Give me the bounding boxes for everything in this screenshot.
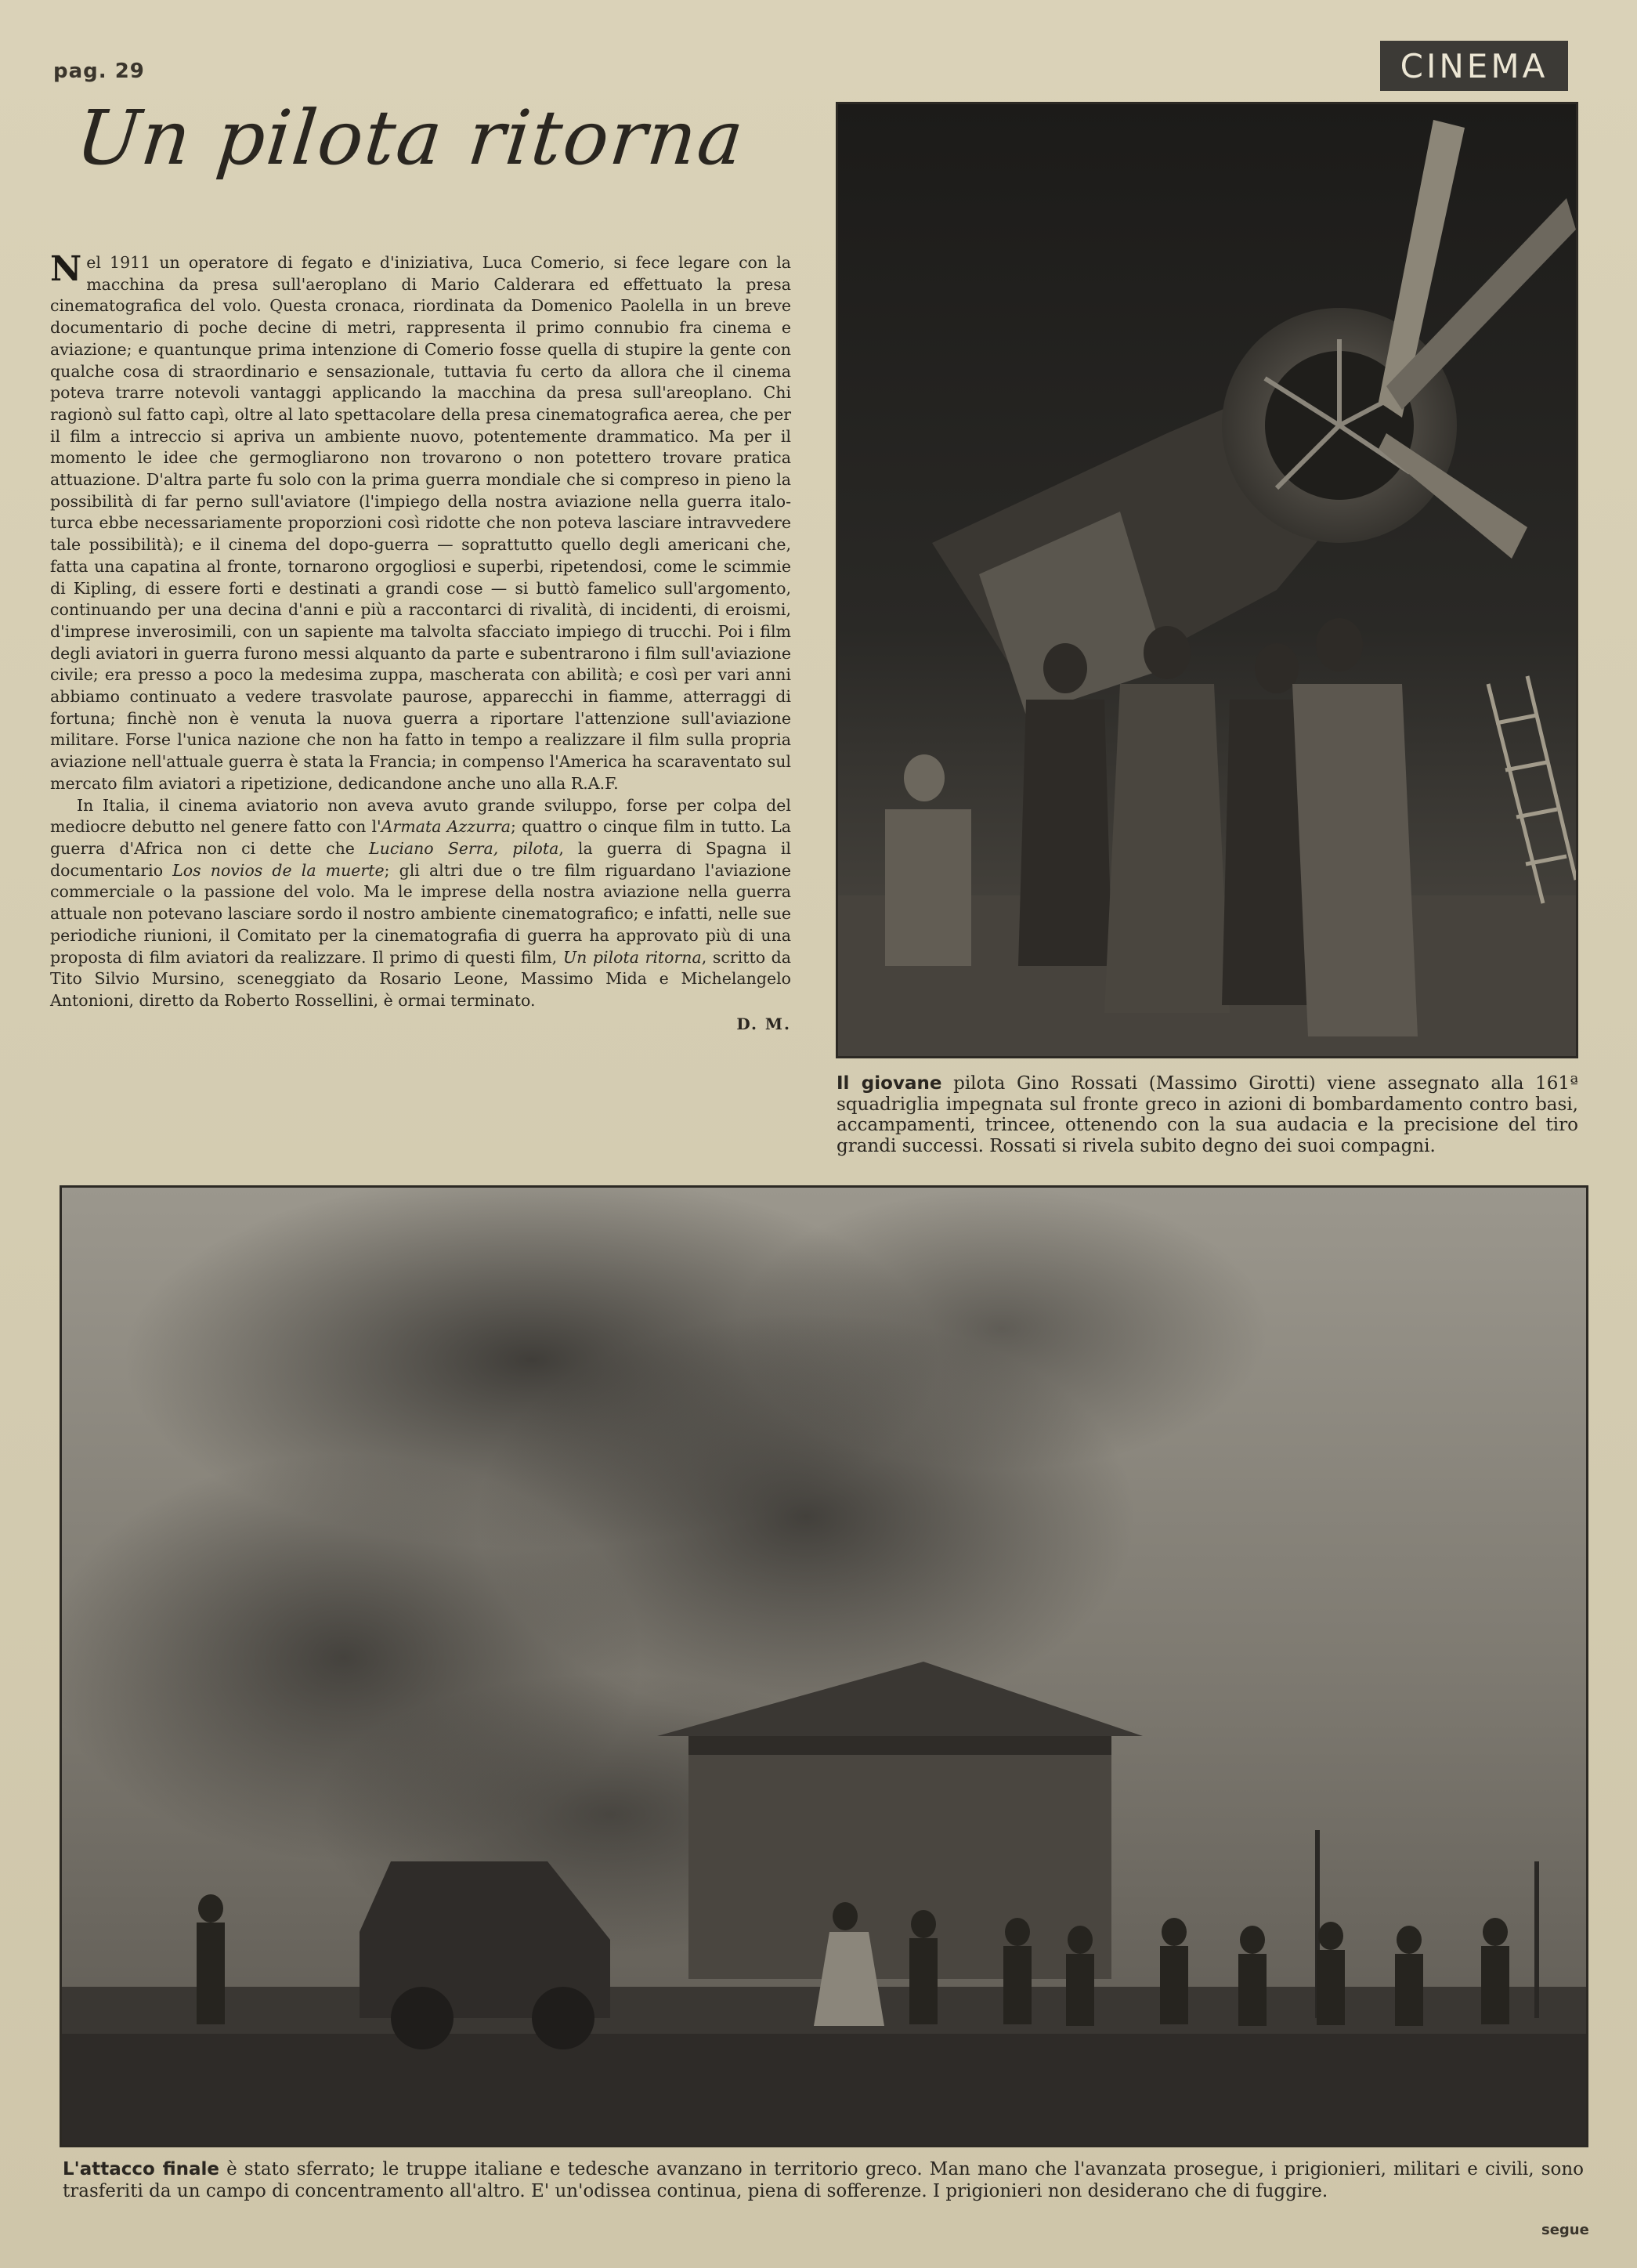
photo-caption-bottom [63, 2158, 1584, 2202]
continued-marker: segue [1541, 2222, 1589, 2238]
article-body [50, 249, 792, 1035]
photo-hut-prisoners-image [62, 1188, 1586, 2145]
paragraph-text: el 1911 un operatore di fegato e d'iniziativa, Luca Comerio, si fece legare con la macchina da presa sull'aeroplano di Mario Calderara ed effettuato la presa cinematografica del volo. Questa cronaca, riordinata da Domenico Paolella in un breve documentario di poche decine di metri, rappresenta il primo connubio fra cinema e aviazione; e quantunque prima intenzione di Comerio fosse quella di stupire la gente con qualche cosa di straordinario e sensazionale, tuttavia fu certo da allora che il cinema poteva trarre notevoli vantaggi applicando la macchina da presa sull'areoplano. Chi ragionò sul fatto capì, oltre al lato spettacolare della presa cinematografica aerea, che per il film a intreccio si apriva un ambiente nuovo, potentemente drammatico. Ma per il momento le idee che germogliarono non trovarono o non potettero trovare pratica attuazione. D'altra parte fu solo con la prima guerra mondiale che si compreso in pieno la possibilità di far perno sull'aviatore (l'impiego della nostra aviazione nella guerra italo-turca ebbe necessariamente proporzioni così ridotte che non poteva lasciare intravvedere tale possibilità); e il cinema del dopo-guerra — soprattutto quello degli americani che, fatta una capatina al fronte, tornarono orgogliosi e superbi, ripetendosi, come le scimmie di Kipling, di essere forti e destinati a grandi cose — si buttò famelico sull'argomento, continuando per una decina d'anni e più a raccontarci di rivalità, di incidenti, di eroismi, d'imprese inverosimili, con un sapiente ma talvolta sfacciato impiego di trucchi. Poi i film degli aviatori in guerra furono messi alquanto da parte e subentrarono i film sull'aviazione civile; era presso a poco la medesima zuppa, mascherata con abilità; e così per vari anni abbiamo continuato a vedere trasvolate paurose, apparecchi in fiamme, atterraggi di fortuna; finchè non è venuta la nuova guerra a riportare l'attenzione sull'aviazione militare. Forse l'unica nazione che non ha fatto in tempo a realizzare il film sulla propria aviazione nell'attuale guerra è stata la Francia; in compenso l'America ha scaraventato sul mercato film aviatori a ripetizione, dedicandone anche uno alla R.A.F. [50, 253, 791, 793]
page-number: pag. 29 [53, 60, 145, 83]
film-title: Armata Azzurra [381, 817, 511, 837]
paragraph-text: , scritto da Tito Silvio Mursino, sceneggiato da Rosario Leone, Massimo Mida e Michelangelo Antonioni, diretto da Roberto Rossellini, è ormai terminato. [50, 947, 792, 1010]
paragraph-text: In Italia, il cinema aviatorio non aveva avuto grande sviluppo, forse per colpa del mediocre debutto nel genere fatto con l' [50, 795, 791, 837]
photo-caption-top [837, 1073, 1578, 1156]
article-paragraph [50, 795, 791, 1012]
paragraph-text: ; quattro o cinque film in tutto. La guerra d'Africa non ci dette che [50, 817, 791, 858]
caption-lead: L'attacco finale [63, 2159, 220, 2179]
drop-cap: N [50, 249, 82, 289]
caption-text: è stato sferrato; le truppe italiane e tedesche avanzano in territorio greco. Man mano che l'avanzata prosegue, i prigionieri, militari e civili, sono trasferiti da un campo di concentramento all'altro. E' un'odissea continua, piena di sofferenze. I prigionieri non desiderano che di fuggire. [63, 2159, 1585, 2201]
film-title: Los novios de la muerte [172, 860, 385, 880]
article-title: Un pilota ritorna [72, 94, 750, 182]
film-title: Luciano Serra, pilota [369, 838, 559, 858]
section-tag: CINEMA [1380, 41, 1568, 91]
paragraph-text: ; gli altri due o tre film riguardano l'aviazione commerciale o la passione del volo. Ma le imprese della nostra aviazione nella guerra attuale non potevano lasciare sordo il nostro ambiente cinematografico; e infatti, nelle sue periodiche riunioni, il Comitato per la cinematografia di guerra ha approvato più di una proposta di film aviatori da realizzare. Il primo di questi film, [50, 860, 791, 967]
paragraph-text: , la guerra di Spagna il documentario [50, 838, 791, 880]
caption-text: pilota Gino Rossati (Massimo Girotti) viene assegnato alla 161ª squadriglia impegnata sul fronte greco in azioni di bombardamento contro basi, accampamenti, trincee, ottenendo con la sua audacia e la precisione del tiro grandi successi. Rossati si rivela subito degno dei suoi compagni. [837, 1073, 1578, 1156]
photo-hut-prisoners [60, 1185, 1588, 2147]
caption-lead: Il giovane [837, 1073, 942, 1094]
photo-airmen-engine [836, 102, 1578, 1058]
photo-airmen-engine-image [838, 104, 1576, 1056]
article-paragraph [50, 249, 791, 795]
author-signature: D. M. [736, 1014, 791, 1033]
film-title: Un pilota ritorna [562, 947, 702, 967]
